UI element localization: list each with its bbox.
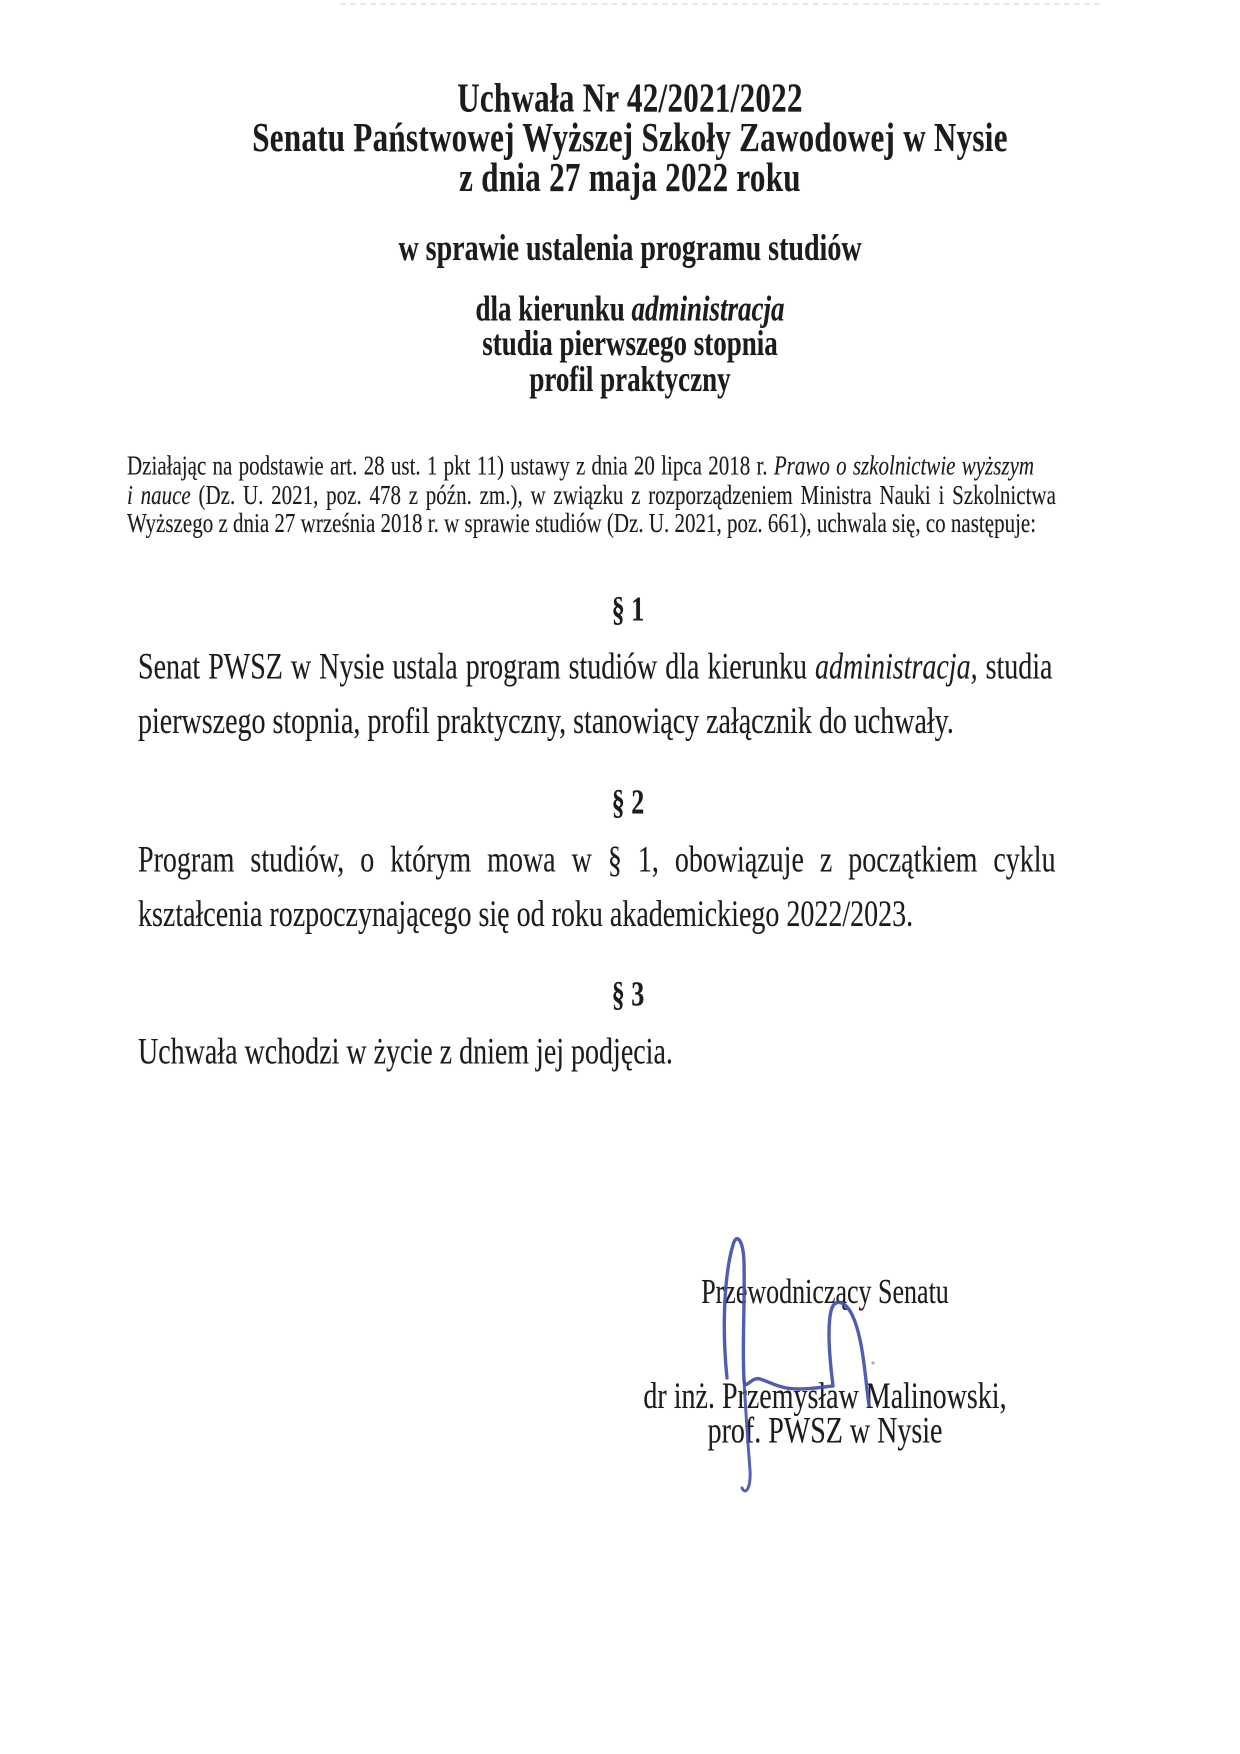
signature-ink-main bbox=[724, 1239, 869, 1405]
signature-role: Przewodniczący Senatu bbox=[701, 1272, 949, 1311]
programme-profile-line: profil praktyczny bbox=[529, 358, 731, 399]
signatory-name: dr inż. Przemysław Malinowski, bbox=[643, 1376, 1007, 1418]
document-title bbox=[0, 74, 1240, 201]
title-resolution-number: Uchwała Nr 42/2021/2022 bbox=[457, 74, 803, 121]
scan-artifact-line bbox=[340, 3, 1100, 5]
programme-field-name: administracja bbox=[631, 288, 785, 329]
preamble-line-1-text: Działając na podstawie art. 28 ust. 1 pkt 11) ustawy z dnia 20 lipca 2018 r. bbox=[127, 449, 774, 482]
legal-preamble bbox=[127, 449, 1132, 539]
section-2-heading: § 2 bbox=[611, 783, 645, 822]
programme-degree-line: studia pierwszego stopnia bbox=[482, 323, 778, 364]
section-1-line-1-tail: studia bbox=[977, 646, 1053, 688]
preamble-line-1-act-title: Prawo o szkolnictwie wyższym bbox=[773, 449, 1035, 482]
title-date: z dnia 27 maja 2022 roku bbox=[459, 153, 801, 201]
preamble-line-3: Wyższego z dnia 27 września 2018 r. w sprawie studiów (Dz. U. 2021, poz. 661), uchwala się, co następuje: bbox=[127, 506, 1037, 539]
section-1-line-2: pierwszego stopnia, profil praktyczny, stanowiący załącznik do uchwały. bbox=[138, 701, 954, 743]
section-2-line-1: Program studiów, o którym mowa w § 1, obowiązuje z początkiem cyklu bbox=[138, 839, 1056, 881]
section-1-body bbox=[138, 640, 1118, 749]
signature-ink-dot bbox=[871, 1361, 874, 1364]
section-3-heading: § 3 bbox=[611, 975, 645, 1014]
preamble-line-1 bbox=[127, 449, 1132, 482]
programme-block bbox=[0, 288, 1240, 399]
handwritten-signature bbox=[700, 1230, 900, 1500]
preamble-line-2-text: (Dz. U. 2021, poz. 478 z późn. zm.), w związku z rozporządzeniem Ministra Nauki i Szkolnictwa bbox=[198, 477, 1056, 510]
section-2-line-2: kształcenia rozpoczynającego się od roku akademickiego 2022/2023. bbox=[138, 894, 914, 936]
signature-ink-descender bbox=[742, 1380, 750, 1491]
subject-line: w sprawie ustalenia programu studiów bbox=[398, 228, 862, 270]
programme-field-prefix: dla kierunku bbox=[475, 288, 632, 329]
section-1-line-1 bbox=[138, 640, 1118, 695]
programme-field-line bbox=[0, 288, 1240, 329]
section-3-body bbox=[138, 1025, 1118, 1080]
section-1-heading: § 1 bbox=[611, 590, 645, 629]
section-2-body bbox=[138, 833, 1118, 942]
preamble-line-2-act-title: i nauce bbox=[127, 477, 199, 510]
section-3-line-1: Uchwała wchodzi w życie z dniem jej podjęcia. bbox=[138, 1031, 673, 1073]
section-1-field-name: administracja, bbox=[815, 646, 978, 688]
signatory-affiliation: prof. PWSZ w Nysie bbox=[707, 1410, 943, 1453]
title-senate-name: Senatu Państwowej Wyższej Szkoły Zawodowej w Nysie bbox=[252, 113, 1008, 161]
document-subject bbox=[0, 228, 1240, 270]
section-1-line-1-text: Senat PWSZ w Nysie ustala program studiów dla kierunku bbox=[138, 646, 816, 688]
preamble-line-2 bbox=[127, 477, 1132, 510]
